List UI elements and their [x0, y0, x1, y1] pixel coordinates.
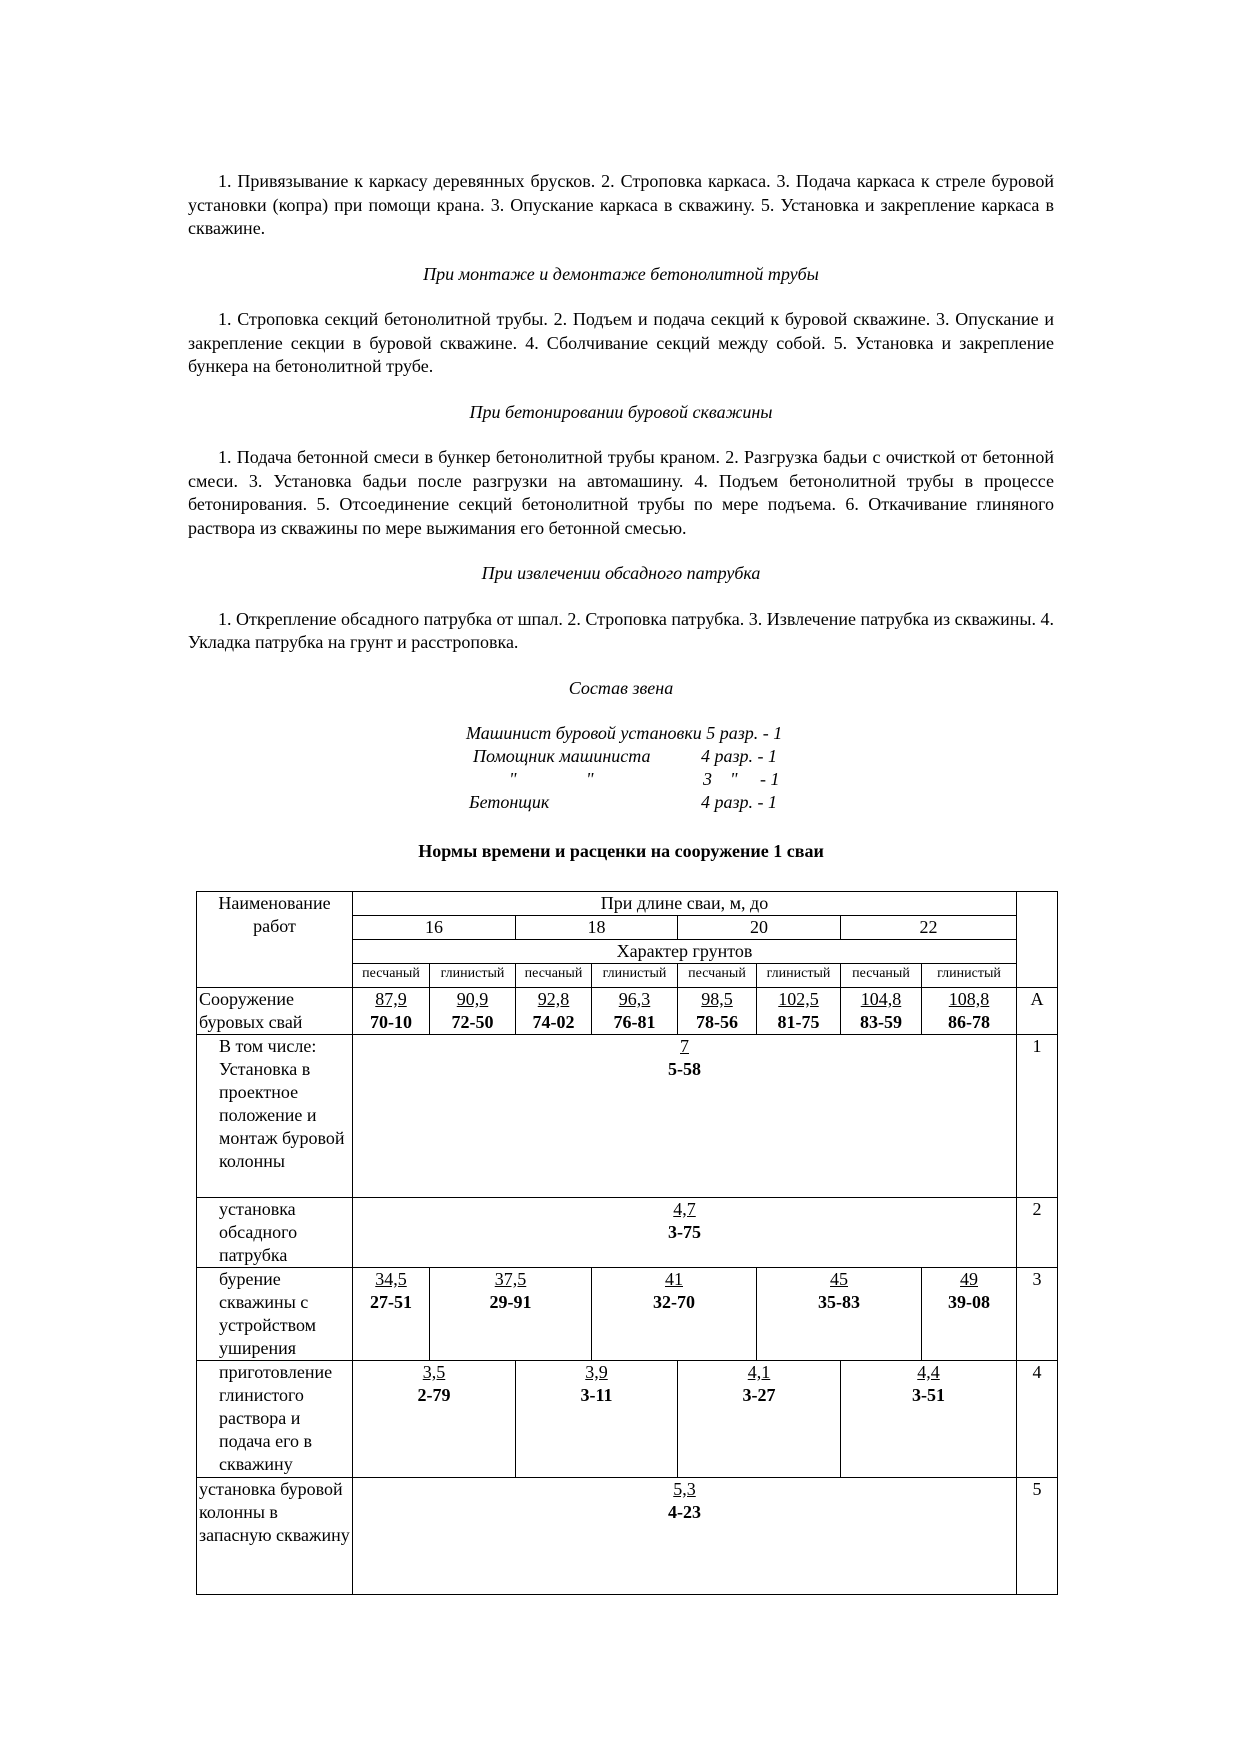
norm-value: 92,8 — [537, 989, 570, 1009]
row-2-name: установка обсадного патрубка — [197, 1198, 353, 1268]
norm-value: 98,5 — [701, 989, 733, 1009]
crew-list — [421, 722, 821, 816]
rate-value: 3-27 — [742, 1385, 776, 1405]
paragraph-2: 1. Строповка секций бетонолитной трубы. 2. Подъем и подача секций к буровой скважине. 3. Опускание и закрепление секции в буровой скважине. 4. Сболчивание секций между собой. 5. Установка и закрепление бункера на бетонолитной трубе. — [188, 309, 1054, 376]
header-soil-type: Характер грунтов — [353, 940, 1017, 964]
norm-value: 7 — [680, 1036, 689, 1056]
row-a-name: Сооружение буровых свай — [197, 988, 353, 1035]
soil-header: глинистый — [592, 964, 678, 988]
row-4-name: приготовление глинистого раствора и подача его в скважину — [197, 1361, 353, 1478]
rate-value: 3-51 — [912, 1385, 945, 1405]
norm-value: 3,9 — [585, 1362, 608, 1382]
header-index-cell — [1017, 892, 1058, 988]
section-heading-2: При монтаже и демонтаже бетонолитной трубы — [423, 263, 819, 284]
header-length-22: 22 — [841, 916, 1017, 940]
norm-value: 108,8 — [948, 989, 990, 1009]
row-index: 1 — [1017, 1035, 1058, 1198]
norm-value: 45 — [830, 1269, 848, 1289]
paragraph-3: 1. Подача бетонной смеси в бункер бетонолитной трубы краном. 2. Разгрузка бадьи с очисткой от бетонной смеси. 3. Установка бадьи после разгрузки на автомашину. 4. Подъем бетонолитной трубы в процессе бетонирования. 5. Отсоединение секций бетонолитной трубы по мере подъема. 6. Откачивание глиняного раствора из скважины по мере выжимания его бетонной смесью. — [188, 447, 1054, 538]
norm-cell — [353, 1035, 1017, 1198]
norm-value: 49 — [960, 1269, 978, 1289]
norm-value: 90,9 — [456, 989, 489, 1009]
norm-cell — [678, 1361, 841, 1478]
norm-cell — [678, 988, 757, 1035]
row-index: А — [1017, 988, 1058, 1035]
section-heading-crew: Состав звена — [568, 677, 674, 698]
norm-value: 104,8 — [860, 989, 902, 1009]
crew-line-3-ditto-2: " — [586, 769, 594, 789]
rate-value: 81-75 — [777, 1012, 820, 1032]
soil-header: глинистый — [430, 964, 516, 988]
table-row — [197, 1198, 1058, 1268]
header-length-18: 18 — [516, 916, 678, 940]
soil-header: песчаный — [678, 964, 757, 988]
rate-value: 78-56 — [696, 1012, 738, 1032]
paragraph-4: 1. Открепление обсадного патрубка от шпал. 2. Строповка патрубка. 3. Извлечение патрубка из скважины. 4. Укладка патрубка на грунт и расстроповка. — [188, 608, 1054, 652]
header-length-20: 20 — [678, 916, 841, 940]
row-1-name: В том числе: Установка в проектное положение и монтаж буровой колонны — [197, 1035, 353, 1198]
norm-value: 102,5 — [778, 989, 819, 1009]
norm-cell — [841, 988, 922, 1035]
norm-cell — [353, 1361, 516, 1478]
table-row — [197, 1478, 1058, 1595]
crew-line-4-grade: 4 разр. - 1 — [701, 792, 778, 812]
norm-cell — [757, 1268, 922, 1361]
norm-value: 4,1 — [747, 1362, 771, 1382]
header-work-name: Наименование работ — [197, 892, 353, 988]
soil-header: глинистый — [757, 964, 841, 988]
norm-value: 34,5 — [375, 1269, 407, 1289]
row-index: 5 — [1017, 1478, 1058, 1595]
rate-value: 74-02 — [532, 1012, 575, 1032]
header-pile-length: При длине сваи, м, до — [353, 892, 1017, 916]
norm-cell — [353, 1268, 430, 1361]
norm-value: 3,5 — [422, 1362, 446, 1382]
norm-cell — [922, 988, 1017, 1035]
row-index: 2 — [1017, 1198, 1058, 1268]
norms-table — [196, 891, 1058, 1595]
rate-value: 39-08 — [948, 1292, 990, 1312]
table-row — [197, 1035, 1058, 1198]
norm-cell — [592, 1268, 757, 1361]
rate-value: 27-51 — [370, 1292, 412, 1312]
rate-value: 35-83 — [818, 1292, 860, 1312]
soil-header: песчаный — [841, 964, 922, 988]
header-length-16: 16 — [353, 916, 516, 940]
rate-value: 5-58 — [668, 1059, 701, 1079]
soil-header: песчаный — [516, 964, 592, 988]
crew-line-3-grade: 3 " - 1 — [703, 769, 780, 789]
norm-value: 41 — [665, 1269, 683, 1289]
row-3-name: бурение скважины с устройством уширения — [197, 1268, 353, 1361]
norm-cell — [841, 1361, 1017, 1478]
crew-line-2-role: Помощник машиниста — [473, 746, 651, 766]
norm-cell — [353, 1198, 1017, 1268]
paragraph-1: 1. Привязывание к каркасу деревянных брусков. 2. Строповка каркаса. 3. Подача каркаса к стреле буровой установки (копра) при помощи крана. 3. Опускание каркаса в скважину. 5. Установка и закрепление каркаса в скважине. — [188, 171, 1054, 238]
table-row — [197, 1361, 1058, 1478]
norm-cell — [757, 988, 841, 1035]
rate-value: 2-79 — [417, 1385, 451, 1405]
rate-value: 86-78 — [948, 1012, 990, 1032]
row-5-name: установка буровой колонны в запасную скважину — [197, 1478, 353, 1595]
crew-line-3-ditto-1: " — [509, 769, 517, 789]
document-body — [188, 170, 1054, 884]
table-row — [197, 1268, 1058, 1361]
norm-cell — [430, 988, 516, 1035]
rate-value: 4-23 — [668, 1502, 701, 1522]
rate-value: 29-91 — [489, 1292, 532, 1312]
norm-cell — [592, 988, 678, 1035]
norm-cell — [430, 1268, 592, 1361]
section-heading-3: При бетонировании буровой скважины — [469, 401, 773, 422]
norm-value: 37,5 — [494, 1269, 527, 1289]
rate-value: 72-50 — [451, 1012, 494, 1032]
norm-cell — [353, 1478, 1017, 1595]
rate-value: 32-70 — [653, 1292, 695, 1312]
norm-value: 4,4 — [917, 1362, 940, 1382]
norm-value: 96,3 — [618, 989, 651, 1009]
rate-value: 76-81 — [613, 1012, 656, 1032]
rate-value: 3-11 — [580, 1385, 613, 1405]
soil-header: глинистый — [922, 964, 1017, 988]
table-row — [197, 988, 1058, 1035]
row-index: 4 — [1017, 1361, 1058, 1478]
crew-line-2-grade: 4 разр. - 1 — [701, 746, 778, 766]
rate-value: 70-10 — [370, 1012, 412, 1032]
norm-cell — [922, 1268, 1017, 1361]
row-index: 3 — [1017, 1268, 1058, 1361]
norm-cell — [353, 988, 430, 1035]
section-heading-4: При извлечении обсадного патрубка — [481, 563, 761, 583]
soil-header: песчаный — [353, 964, 430, 988]
table-title: Нормы времени и расценки на сооружение 1 сваи — [418, 841, 824, 861]
norm-value: 87,9 — [375, 989, 407, 1009]
crew-line-1: Машинист буровой установки 5 разр. - 1 — [466, 723, 783, 743]
norm-cell — [516, 988, 592, 1035]
norm-value: 5,3 — [673, 1479, 696, 1499]
crew-line-4-role: Бетонщик — [469, 792, 550, 812]
norm-value: 4,7 — [673, 1199, 696, 1219]
rate-value: 3-75 — [668, 1222, 701, 1242]
norm-cell — [516, 1361, 678, 1478]
rate-value: 83-59 — [860, 1012, 902, 1032]
